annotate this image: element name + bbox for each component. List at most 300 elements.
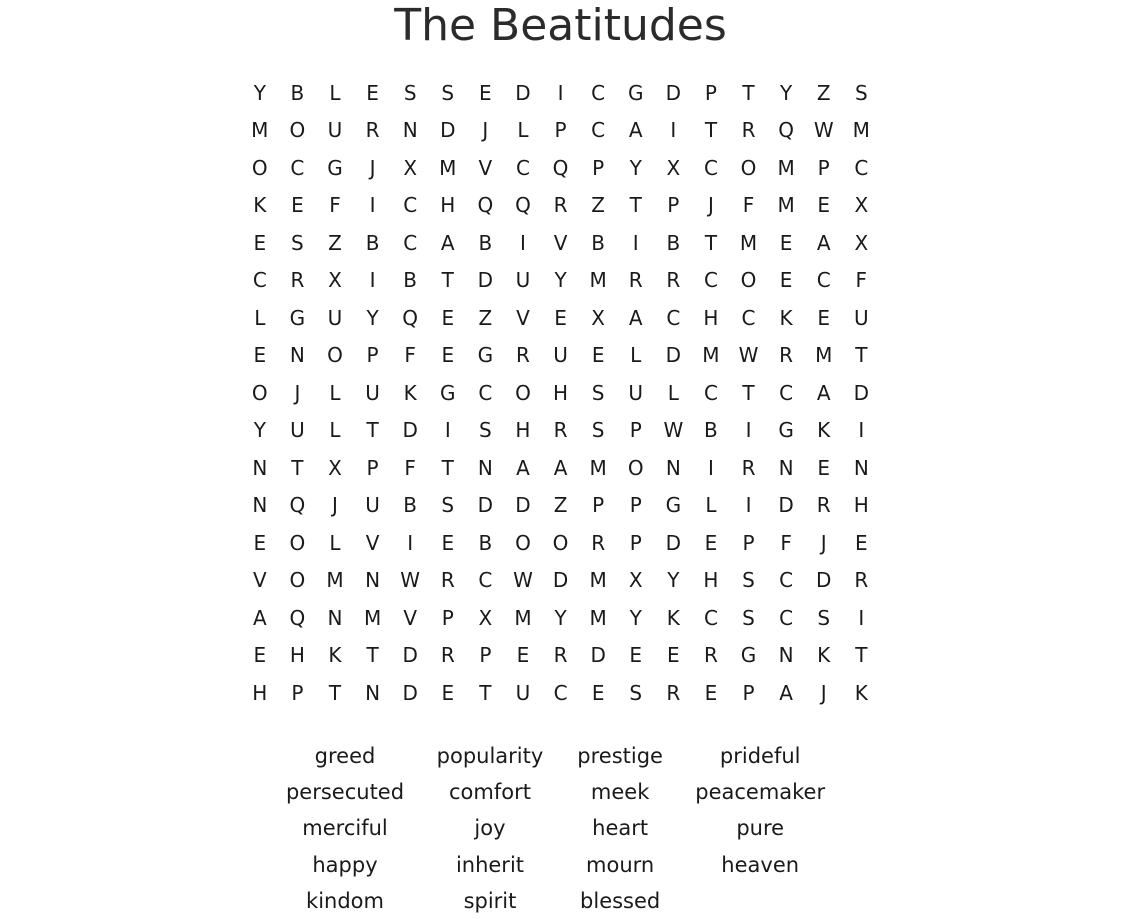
grid-letter: H [703,305,719,330]
grid-letter: A [628,118,643,143]
grid-letter: M [777,155,795,180]
grid-letter: H [515,418,531,443]
word-list-item: happy [312,852,378,877]
grid-letter: U [327,305,343,330]
grid-row [241,299,881,337]
word-list-item: greed [314,744,376,769]
grid-letter: C [703,605,718,630]
grid-letter: B [478,530,493,555]
grid-row [241,224,881,262]
grid-letter: C [703,268,718,293]
grid-letter: B [666,230,681,255]
grid-letter: X [328,268,342,293]
word-list-item: peacemaker [695,780,826,805]
grid-letter: E [667,643,680,668]
grid-letter: L [329,380,341,405]
grid-letter: F [780,530,792,555]
grid-letter: N [778,455,794,480]
grid-letter: O [552,530,569,555]
grid-letter: R [666,680,681,705]
grid-letter: N [853,455,869,480]
word-list-item: joy [474,816,506,841]
grid-letter: R [553,643,568,668]
grid-letter: D [402,418,418,443]
grid-letter: T [704,230,718,255]
grid-letter: O [289,530,306,555]
grid-letter: S [742,605,755,630]
grid-letter: V [403,605,418,630]
grid-letter: E [817,305,831,330]
grid-letter: M [852,118,870,143]
grid-row [241,637,881,675]
grid-letter: A [816,380,831,405]
grid-letter: L [705,493,717,518]
grid-letter: X [591,305,605,330]
grid-letter: D [477,268,494,293]
grid-letter: Q [289,605,306,630]
grid-letter: T [291,455,304,480]
grid-row [241,374,881,412]
grid-row [241,112,881,150]
grid-letter: G [440,380,456,405]
grid-letter: T [441,455,454,480]
grid-letter: G [740,643,757,668]
grid-letter: J [482,118,489,143]
grid-letter: X [328,455,342,480]
grid-letter: E [854,530,868,555]
grid-letter: Q [402,305,419,330]
grid-letter: M [251,118,269,143]
grid-letter: H [289,643,305,668]
grid-letter: X [854,230,869,255]
grid-letter: I [520,230,526,255]
grid-letter: H [703,568,719,593]
grid-letter: I [557,80,564,105]
grid-letter: C [854,155,869,180]
grid-letter: T [328,680,342,705]
grid-row [241,487,881,525]
grid-letter: K [403,380,417,405]
grid-letter: Z [816,80,831,105]
grid-letter: C [741,305,756,330]
grid-letter: F [742,193,755,218]
grid-letter: N [365,568,381,593]
grid-letter: Q [515,193,531,218]
grid-letter: S [403,80,417,105]
grid-letter: E [441,680,455,705]
grid-letter: V [252,568,267,593]
grid-letter: P [742,530,755,555]
grid-letter: S [817,605,831,630]
grid-letter: K [328,643,342,668]
grid-letter: P [704,80,717,105]
grid-letter: N [778,643,794,668]
grid-letter: Q [289,493,306,518]
grid-letter: E [554,305,567,330]
page-title: The Beatitudes [394,0,727,51]
grid-letter: T [855,343,868,368]
grid-letter: U [515,268,531,293]
word-list-item: popularity [436,744,544,769]
grid-letter: C [515,155,530,180]
grid-letter: K [854,680,868,705]
grid-letter: E [441,343,455,368]
grid-letter: E [441,305,455,330]
grid-letter: T [704,118,718,143]
grid-letter: M [739,230,758,255]
word-list-row [275,738,845,774]
grid-letter: C [553,680,568,705]
grid-letter: Z [478,305,493,330]
grid-letter: S [591,418,605,443]
grid-letter: Y [253,80,266,105]
grid-letter: P [817,155,830,180]
grid-letter: O [627,455,644,480]
grid-letter: A [628,305,643,330]
grid-letter: T [629,193,642,218]
grid-letter: B [478,230,493,255]
grid-letter: P [366,455,379,480]
grid-letter: E [817,193,831,218]
word-list-item: meek [590,780,650,805]
grid-letter: F [404,455,416,480]
word-list-item: pure [736,816,785,841]
grid-letter: E [779,230,793,255]
grid-letter: I [745,418,752,443]
grid-letter: G [627,80,644,105]
grid-letter: M [439,155,457,180]
grid-letter: Y [629,605,642,630]
grid-letter: D [665,530,682,555]
grid-letter: M [514,605,532,630]
grid-letter: T [479,680,492,705]
grid-letter: N [252,493,268,518]
grid-letter: G [289,305,306,330]
grid-letter: I [745,493,752,518]
grid-letter: Y [554,605,567,630]
grid-letter: C [591,118,606,143]
word-list-item: blessed [580,888,661,913]
word-list-item: inherit [455,852,525,877]
grid-letter: M [702,343,720,368]
grid-letter: A [553,455,568,480]
grid-letter: Q [778,118,794,143]
word-list-item: persecuted [285,780,405,805]
grid-letter: J [294,380,301,405]
grid-letter: S [441,80,455,105]
grid-letter: R [553,418,568,443]
grid-letter: U [553,343,568,368]
grid-letter: D [515,493,531,518]
grid-letter: S [629,680,643,705]
grid-letter: W [738,343,759,368]
grid-letter: L [517,118,529,143]
grid-letter: Z [591,193,605,218]
grid-letter: C [478,568,493,593]
grid-letter: P [366,343,379,368]
grid-letter: K [817,418,831,443]
grid-letter: V [478,155,493,180]
grid-letter: U [515,680,531,705]
grid-letter: V [516,305,530,330]
grid-letter: A [816,230,831,255]
grid-letter: B [591,230,605,255]
grid-letter: E [253,343,267,368]
grid-letter: N [327,605,343,630]
grid-letter: I [407,530,414,555]
grid-letter: D [402,680,418,705]
grid-letter: B [704,418,718,443]
grid-letter: I [858,418,865,443]
grid-letter: X [854,193,869,218]
grid-letter: R [703,643,718,668]
grid-letter: U [327,118,343,143]
grid-letter: E [291,193,304,218]
grid-letter: N [665,455,681,480]
grid-letter: P [667,193,680,218]
grid-letter: E [253,643,267,668]
grid-letter: O [515,530,531,555]
grid-letter: O [289,568,306,593]
grid-letter: W [663,418,684,443]
grid-letter: C [703,380,718,405]
grid-letter: F [855,268,868,293]
grid-letter: X [403,155,418,180]
grid-letter: R [591,530,606,555]
grid-letter: N [365,680,381,705]
grid-letter: S [854,80,868,105]
grid-row [241,74,881,112]
grid-row [241,187,881,225]
grid-letter: M [589,268,607,293]
word-list-item: prestige [577,744,663,769]
grid-letter: N [402,118,418,143]
grid-letter: K [779,305,793,330]
grid-letter: O [740,155,757,180]
grid-letter: D [552,568,569,593]
word-list-item: mourn [586,852,655,877]
grid-letter: O [289,118,306,143]
grid-letter: G [778,418,794,443]
grid-letter: U [365,380,380,405]
word-list-item: kindom [306,888,384,913]
grid-letter: E [516,643,530,668]
grid-row [241,412,881,450]
grid-letter: O [251,155,268,180]
grid-letter: A [252,605,267,630]
grid-letter: Z [328,230,342,255]
grid-letter: E [817,455,831,480]
grid-letter: D [515,80,531,105]
grid-letter: T [366,643,379,668]
grid-letter: M [589,568,607,593]
grid-row [241,562,881,600]
grid-letter: U [290,418,305,443]
grid-letter: E [253,530,267,555]
grid-letter: K [666,605,680,630]
grid-letter: V [553,230,568,255]
grid-letter: R [741,118,756,143]
grid-letter: J [820,680,827,705]
grid-letter: D [665,343,682,368]
grid-row [241,599,881,637]
grid-letter: D [440,118,456,143]
grid-letter: Q [477,193,494,218]
grid-letter: X [478,605,493,630]
grid-letter: F [329,193,341,218]
grid-letter: Y [667,568,680,593]
grid-letter: I [858,605,865,630]
grid-letter: Q [552,155,569,180]
grid-letter: N [252,455,268,480]
grid-letter: B [403,268,418,293]
grid-letter: D [477,493,494,518]
grid-letter: D [778,493,794,518]
grid-letter: C [591,80,606,105]
grid-letter: R [440,643,455,668]
grid-letter: I [670,118,677,143]
word-list-item: heart [592,816,649,841]
word-list-row [275,810,845,846]
grid-letter: A [440,230,455,255]
grid-row [241,149,881,187]
grid-letter: G [327,155,343,180]
grid-letter: M [815,343,833,368]
grid-letter: Y [629,155,642,180]
grid-letter: E [779,268,793,293]
grid-row [241,262,881,300]
grid-letter: E [479,80,492,105]
grid-letter: C [816,268,831,293]
grid-letter: V [365,530,380,555]
grid-letter: M [589,605,607,630]
grid-letter: Z [553,493,568,518]
word-list-row [275,883,845,919]
grid-letter: O [251,380,268,405]
grid-letter: R [553,193,568,218]
grid-row [241,524,881,562]
word-list-item: comfort [448,780,531,805]
word-list-row [275,847,845,883]
grid-letter: X [628,568,643,593]
grid-letter: P [629,530,642,555]
grid-letter: K [253,193,267,218]
grid-letter: C [403,230,418,255]
grid-letter: S [291,230,304,255]
grid-letter: M [326,568,344,593]
grid-letter: C [779,605,794,630]
grid-letter: B [403,493,418,518]
grid-letter: P [592,493,605,518]
grid-letter: U [853,305,869,330]
grid-letter: E [591,343,605,368]
grid-letter: W [513,568,533,593]
grid-letter: P [592,155,605,180]
grid-letter: R [628,268,643,293]
grid-letter: K [817,643,831,668]
grid-letter: C [252,268,267,293]
grid-letter: I [369,268,376,293]
grid-letter: L [630,343,642,368]
grid-letter: C [779,380,794,405]
grid-letter: P [554,118,567,143]
grid-letter: T [855,643,868,668]
grid-letter: H [440,193,456,218]
grid-letter: R [779,343,794,368]
grid-letter: P [742,680,755,705]
grid-letter: C [666,305,681,330]
grid-letter: D [402,643,418,668]
grid-letter: E [366,80,379,105]
grid-letter: E [629,643,643,668]
grid-letter: U [628,380,644,405]
grid-letter: U [365,493,380,518]
grid-letter: Y [554,268,567,293]
grid-letter: E [591,680,605,705]
grid-letter: P [441,605,454,630]
grid-letter: I [369,193,376,218]
grid-letter: M [363,605,382,630]
word-list-item: heaven [721,852,800,877]
grid-letter: I [707,455,714,480]
grid-letter: D [816,568,832,593]
grid-letter: R [854,568,869,593]
grid-letter: E [253,230,267,255]
grid-letter: J [369,155,376,180]
word-list-row [275,774,845,810]
grid-letter: Y [366,305,379,330]
grid-letter: R [290,268,305,293]
grid-letter: S [591,380,605,405]
grid-letter: O [327,343,343,368]
grid-letter: M [589,455,607,480]
grid-letter: J [707,193,714,218]
grid-letter: W [400,568,421,593]
grid-letter: I [444,418,451,443]
grid-letter: R [666,268,681,293]
grid-letter: C [703,155,718,180]
grid-letter: J [820,530,827,555]
grid-letter: D [665,80,682,105]
grid-letter: R [516,343,530,368]
grid-letter: L [329,80,341,105]
grid-letter: G [665,493,682,518]
grid-letter: M [777,193,795,218]
grid-row [241,337,881,375]
grid-letter: G [477,343,494,368]
word-list-item: spirit [463,888,517,913]
grid-letter: F [404,343,416,368]
grid-letter: E [441,530,455,555]
grid-letter: L [667,380,679,405]
grid-letter: D [590,643,606,668]
grid-letter: N [477,455,493,480]
grid-letter: Y [780,80,793,105]
grid-letter: C [403,193,418,218]
grid-letter: C [779,568,794,593]
grid-letter: L [329,418,341,443]
grid-letter: Y [253,418,266,443]
letter-grid [241,74,881,712]
grid-letter: P [629,493,642,518]
grid-letter: B [290,80,305,105]
grid-letter: P [479,643,492,668]
grid-letter: T [441,268,454,293]
grid-letter: S [441,493,455,518]
grid-letter: E [704,530,718,555]
grid-letter: T [366,418,379,443]
grid-letter: O [515,380,531,405]
